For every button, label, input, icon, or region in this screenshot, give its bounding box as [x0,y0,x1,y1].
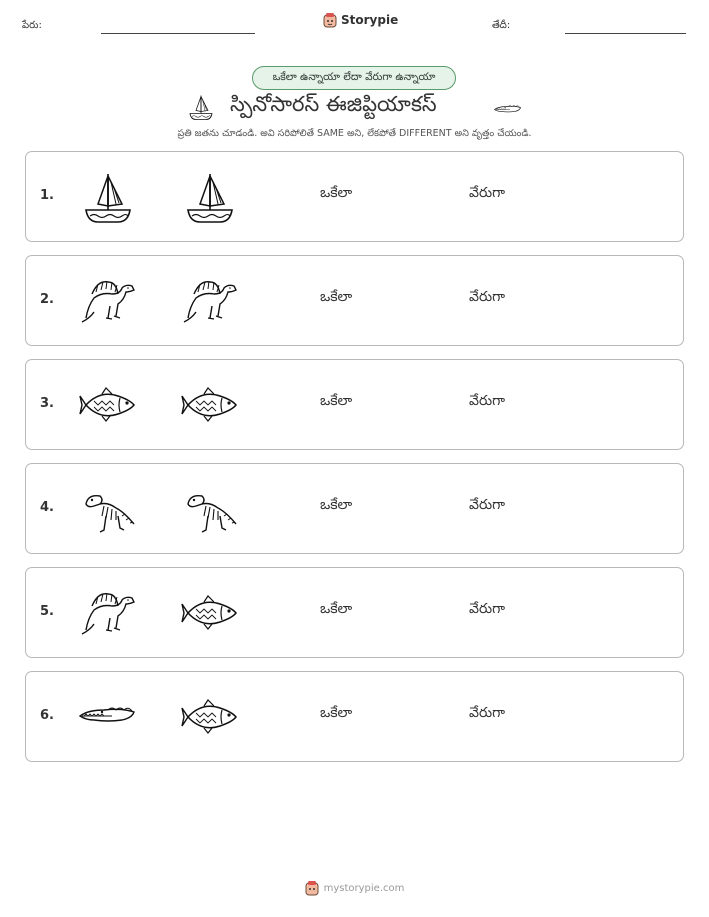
different-option[interactable]: వేరుగా [469,185,505,201]
question-row [25,463,684,554]
page-title: స్పినోసారస్ ఈజిప్టియాకస్ [230,92,437,116]
fish-icon [180,584,240,642]
question-row [25,567,684,658]
question-number: 3. [40,396,54,411]
fish-icon [180,376,240,434]
different-option[interactable]: వేరుగా [469,601,505,617]
footer-url: mystorypie.com [323,882,405,894]
name-field-line[interactable] [101,33,255,34]
spinosaurus-icon [180,272,240,330]
same-option[interactable]: ఒకేలా [320,393,353,409]
storypie-mascot-icon [323,12,337,28]
logo-text: Storypie [341,13,399,27]
same-option[interactable]: ఒకేలా [320,289,353,305]
worksheet-header [0,0,709,40]
same-option[interactable]: ఒకేలా [320,705,353,721]
fish-icon [180,688,240,746]
date-field-line[interactable] [565,33,686,34]
boat-icon [78,168,138,226]
different-option[interactable]: వేరుగా [469,393,505,409]
same-option[interactable]: ఒకేలా [320,497,353,513]
question-number: 5. [40,604,54,619]
crocodile-icon [78,688,138,746]
spinosaurus-icon [78,584,138,642]
fish-icon [78,376,138,434]
question-number: 4. [40,500,54,515]
boat-icon [186,92,216,122]
question-row [25,151,684,242]
spinosaurus-icon [78,272,138,330]
question-row [25,359,684,450]
name-label: పేరు: [22,20,42,31]
question-row [25,255,684,346]
different-option[interactable]: వేరుగా [469,705,505,721]
storypie-mascot-icon [305,880,319,896]
question-number: 2. [40,292,54,307]
same-option[interactable]: ఒకేలా [320,601,353,617]
boat-icon [180,168,240,226]
date-label: తేదీ: [492,20,511,31]
storypie-logo [323,12,398,28]
dinosaur-skeleton-icon [78,480,138,538]
dinosaur-skeleton-icon [180,480,240,538]
question-row [25,671,684,762]
crocodile-icon [490,96,526,124]
question-number: 6. [40,708,54,723]
title-row [0,92,709,122]
footer [0,880,709,896]
question-number: 1. [40,188,54,203]
different-option[interactable]: వేరుగా [469,289,505,305]
different-option[interactable]: వేరుగా [469,497,505,513]
instructions: ప్రతి జతను చూడండి. అవి సరిపోలితే SAME అని, లేకపోతే DIFFERENT అని వృత్తం చేయండి. [177,128,532,139]
same-option[interactable]: ఒకేలా [320,185,353,201]
worksheet-type-badge: ఒకేలా ఉన్నాయా లేదా వేరుగా ఉన్నాయా [252,66,456,90]
